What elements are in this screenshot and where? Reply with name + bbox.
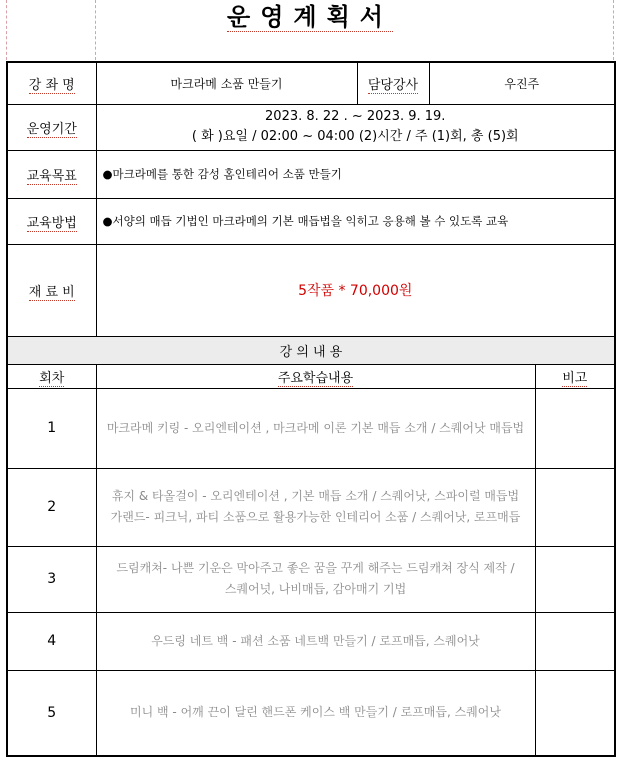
session-number: 2: [7, 468, 96, 546]
goal-row: [7, 150, 615, 198]
table-row: [7, 546, 615, 612]
period-dates: 2023. 8. 22 . ~ 2023. 9. 19.: [265, 109, 446, 124]
goal-text: ●마크라메를 통한 감성 홈인테리어 소품 만들기: [96, 150, 615, 198]
table-row: [7, 468, 615, 546]
session-line: 우드링 네트 백 - 패션 소품 네트백 만들기 / 로프매듭, 스퀘어낫: [151, 633, 480, 648]
title-text: 운영계획서: [227, 3, 393, 31]
course-name: 마크라메 소품 만들기: [96, 62, 357, 104]
period-value: [96, 104, 615, 150]
session-note: [535, 468, 615, 546]
method-text: ●서양의 매듭 기법인 마크라메의 기본 매듭법을 익히고 응용해 볼 수 있도록 교육: [96, 198, 615, 244]
session-line: 스퀘어넛, 나비매듭, 감아매기 기법: [224, 582, 407, 596]
column-session: 회차: [7, 364, 96, 388]
instructor-label: 담당강사: [357, 62, 429, 104]
document-title: [0, 0, 620, 36]
method-label: 교육방법: [7, 198, 96, 244]
session-line: 휴지 & 타올걸이 - 오리엔테이션 , 기본 매듭 소개 / 스퀘어낫, 스파이럴 매듭법: [111, 489, 520, 503]
session-line: 드림캐쳐- 나쁜 기운은 막아주고 좋은 꿈을 꾸게 해주는 드림캐쳐 장식 제작 /: [116, 561, 515, 575]
table-row: [7, 612, 615, 670]
table-row: [7, 388, 615, 468]
period-label: 운영기간: [7, 104, 96, 150]
session-number: 3: [7, 546, 96, 612]
session-content: [96, 612, 535, 670]
session-number: 1: [7, 388, 96, 468]
material-label: 재 료 비: [7, 244, 96, 336]
session-line: 가랜드- 피크닉, 파티 소품으로 활용가능한 인테리어 소품 / 스퀘어낫, 로프매듭: [110, 510, 521, 524]
session-line: 미니 백 - 어깨 끈이 달린 핸드폰 케이스 백 만들기 / 로프매듭, 스퀘어낫: [130, 705, 501, 720]
session-content: [96, 546, 535, 612]
material-row: [7, 244, 615, 336]
session-number: 4: [7, 612, 96, 670]
column-content: 주요학습내용: [96, 364, 535, 388]
course-label: 강 좌 명: [7, 62, 96, 104]
session-note: [535, 546, 615, 612]
section-row: [7, 336, 615, 364]
instructor-name: 우진주: [429, 62, 615, 104]
column-header-row: [7, 364, 615, 388]
section-title: 강 의 내 용: [7, 336, 615, 364]
session-content: [96, 468, 535, 546]
period-row: [7, 104, 615, 150]
table-row: [7, 670, 615, 756]
session-note: [535, 388, 615, 468]
session-content: [96, 670, 535, 756]
session-content: [96, 388, 535, 468]
period-schedule: ( 화 )요일 / 02:00 ~ 04:00 (2)시간 / 주 (1)회, 총 (5)회: [191, 129, 519, 144]
session-note: [535, 670, 615, 756]
session-note: [535, 612, 615, 670]
goal-label: 교육목표: [7, 150, 96, 198]
plan-table: [6, 61, 616, 757]
course-row: [7, 62, 615, 104]
session-number: 5: [7, 670, 96, 756]
column-note: 비고: [535, 364, 615, 388]
material-cost: 5작품 * 70,000원: [96, 244, 615, 336]
session-line: 마크라메 키링 - 오리엔테이션 , 마크라메 이론 기본 매듭 소개 / 스퀘어낫 매듭법: [106, 420, 525, 435]
method-row: [7, 198, 615, 244]
